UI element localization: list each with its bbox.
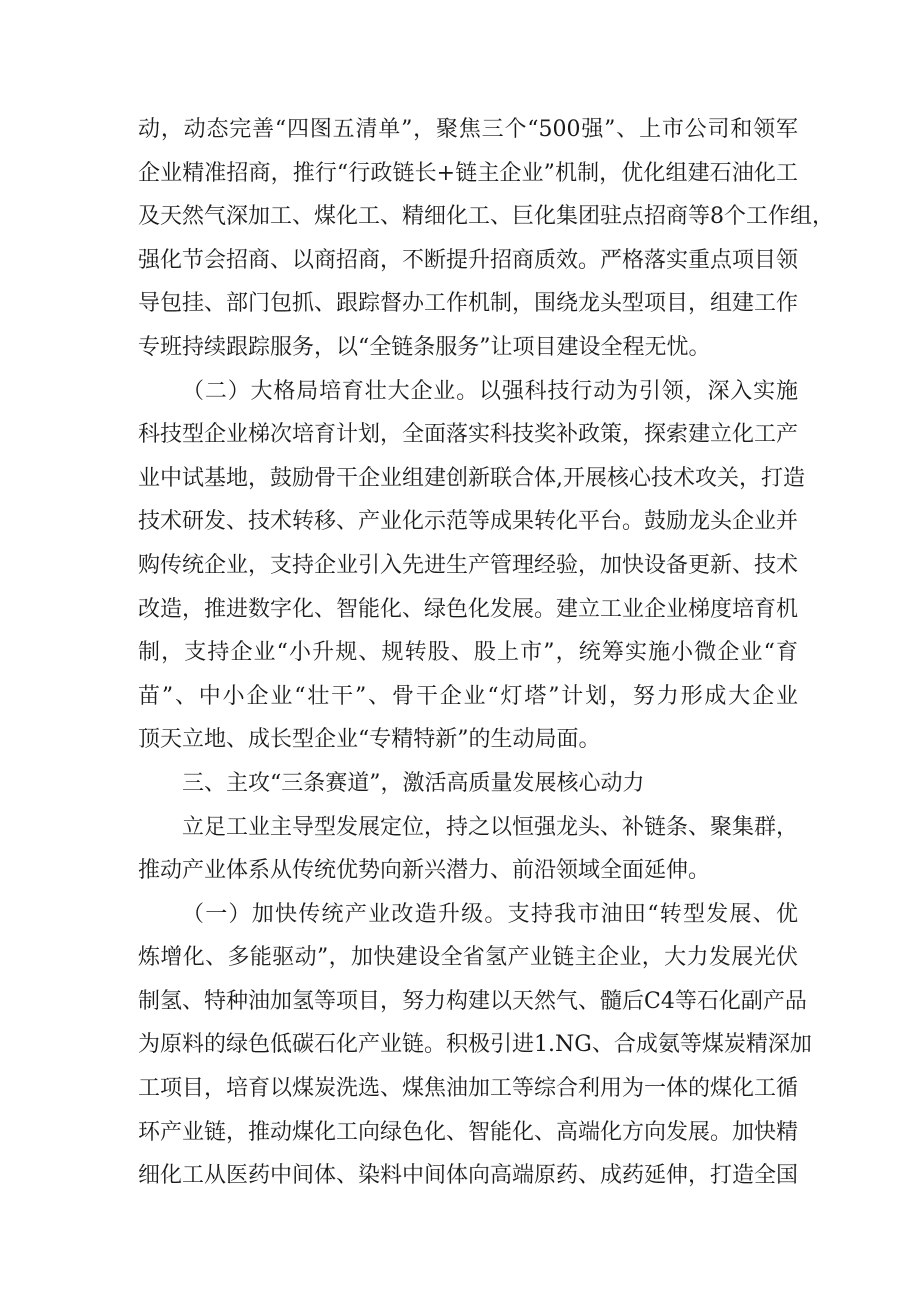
text-line: 立足工业主导型发展定位，持之以恒强龙头、补链条、聚集群， bbox=[182, 814, 799, 840]
text-line: 顶天立地、成长型企业“专精特新”的生动局面。 bbox=[138, 727, 601, 753]
text-line: 改造，推进数字化、智能化、绿色化发展。建立工业企业梯度培育机 bbox=[138, 596, 799, 622]
text-line: 苗”、中小企业“壮干”、骨干企业“灯塔”计划，努力形成大企业 bbox=[138, 683, 798, 709]
text-line: 专班持续跟踪服务，以“全链条服务”让项目建设全程无忧。 bbox=[138, 334, 711, 360]
text-line: 企业精准招商，推行“行政链长+链主企业”机制，优化组建石油化工 bbox=[138, 160, 798, 186]
text-line: 业中试基地，鼓励骨干企业组建创新联合体,开展核心技术攻关，打造 bbox=[138, 465, 805, 491]
text-line: 为原料的绿色低碳石化产业链。积极引进1.NG、合成氨等煤炭精深加 bbox=[138, 1032, 812, 1058]
text-line: 购传统企业，支持企业引入先进生产管理经验，加快设备更新、技术 bbox=[138, 552, 799, 578]
text-line: 工项目，培育以煤炭洗选、煤焦油加工等综合利用为一体的煤化工循 bbox=[138, 1076, 799, 1102]
section-heading-line: （一）加快传统产业改造升级。支持我市油田“转型发展、优 bbox=[182, 901, 798, 927]
text-line: 强化节会招商、以商招商，不断提升招商质效。严格落实重点项目领 bbox=[138, 247, 799, 273]
text-line: 动，动态完善“四图五清单”，聚焦三个“500强”、上市公司和领军 bbox=[138, 117, 798, 142]
text-line: 及天然气深加工、煤化工、精细化工、巨化集团驻点招商等8个工作组， bbox=[138, 204, 834, 230]
text-line: 导包挂、部门包抓、跟踪督办工作机制，围绕龙头型项目，组建工作 bbox=[138, 291, 799, 317]
body-text bbox=[138, 108, 834, 1198]
text-line: 环产业链，推动煤化工向绿色化、智能化、高端化方向发展。加快精 bbox=[138, 1119, 799, 1145]
section-heading-line: （二）大格局培育壮大企业。以强科技行动为引领，深入实施 bbox=[182, 378, 798, 404]
text-line: 细化工从医药中间体、染料中间体向高端原药、成药延伸，打造全国 bbox=[138, 1163, 799, 1189]
text-line: 炼增化、多能驱动”，加快建设全省氢产业链主企业，大力发展光伏 bbox=[138, 945, 798, 971]
text-line: 科技型企业梯次培育计划，全面落实科技奖补政策，探索建立化工产 bbox=[138, 422, 799, 448]
chapter-heading: 三、主攻“三条赛道”，激活高质量发展核心动力 bbox=[182, 770, 645, 796]
text-line: 技术研发、技术转移、产业化示范等成果转化平台。鼓励龙头企业并 bbox=[138, 509, 799, 535]
text-line: 推动产业体系从传统优势向新兴潜力、前沿领域全面延伸。 bbox=[138, 858, 711, 884]
text-line: 制氢、特种油加氢等项目，努力构建以天然气、髓后C4等石化副产品 bbox=[138, 988, 807, 1014]
text-line: 制，支持企业“小升规、规转股、股上市”，统筹实施小微企业“育 bbox=[138, 640, 798, 666]
